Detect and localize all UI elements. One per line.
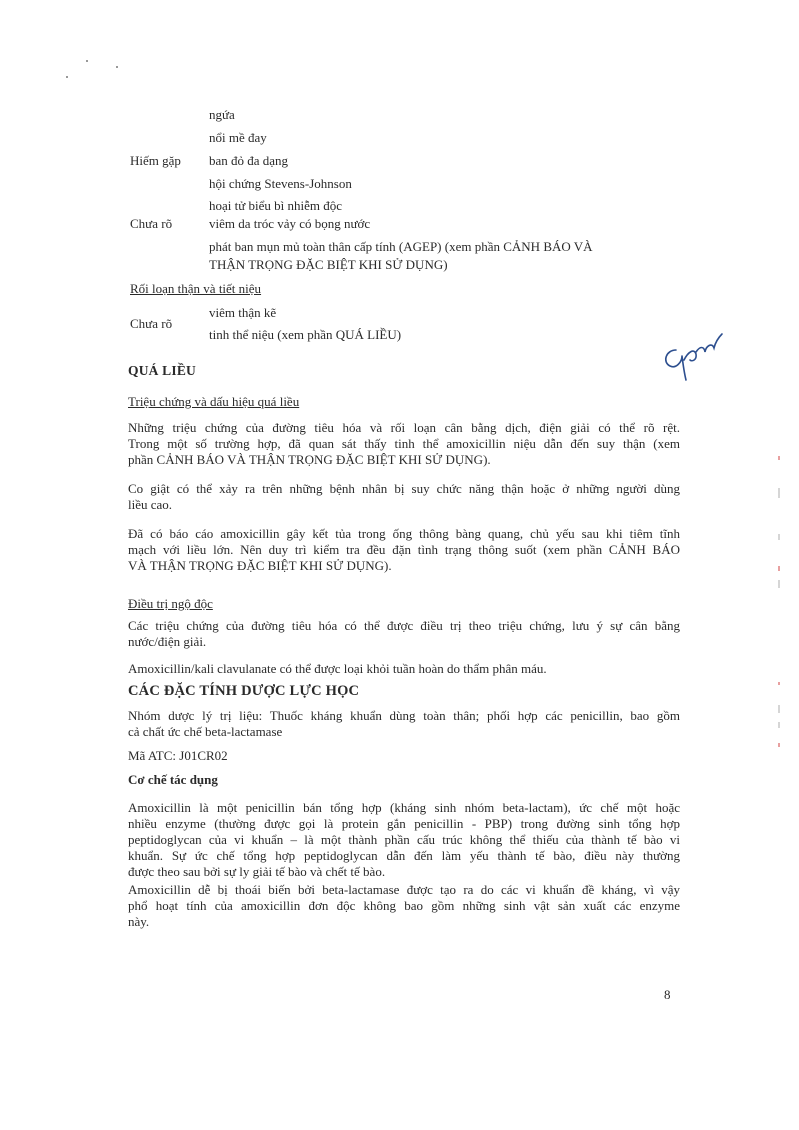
effect-text: nổi mề đay (209, 130, 267, 145)
pharmacodynamics-title: CÁC ĐẶC TÍNH DƯỢC LỰC HỌC (128, 683, 360, 699)
text-line: Co giật có thể xảy ra trên những bệnh nhân bị suy chức năng thận hoặc ở những người dùng (128, 481, 680, 496)
scan-edge-mark (778, 488, 780, 498)
text-line: mạch với liều lớn. Nên duy trì kiểm tra đều đặn tình trạng thông suốt (xem phần CẢNH BÁO (128, 542, 680, 557)
effect-text: viêm da tróc vảy có bọng nước (209, 216, 371, 231)
scan-edge-mark (778, 743, 780, 747)
pharmacodynamics-paragraph-1 (128, 708, 680, 740)
effect-text: tinh thể niệu (xem phần QUÁ LIỀU) (209, 327, 402, 342)
text-line: Đã có báo cáo amoxicillin gây kết tủa trong ống thông bàng quang, chủ yếu sau khi tiêm tĩnh (128, 526, 680, 541)
scan-edge-mark (778, 682, 780, 685)
text-line: cả chất ức chế beta-lactamase (128, 724, 283, 739)
page-number: 8 (664, 987, 671, 1002)
text-line: Những triệu chứng của đường tiêu hóa và rối loạn cân bằng dịch, điện giải có thể rõ rệt. (128, 420, 680, 435)
scan-edge-mark (778, 456, 780, 460)
mechanism-heading: Cơ chế tác dụng (128, 772, 218, 787)
overdose-paragraph-3 (128, 526, 680, 574)
text-line: peptidoglycan của vi khuẩn – là một thành phần cấu trúc không thể thiếu của thành tế bào vi (128, 832, 680, 847)
frequency-label: Hiếm gặp (130, 153, 181, 168)
scan-edge-mark (778, 534, 780, 540)
effect-text: phát ban mụn mủ toàn thân cấp tính (AGEP) (xem phần CẢNH BÁO VÀ (209, 239, 593, 254)
effect-text: hội chứng Stevens-Johnson (209, 176, 352, 191)
symptoms-heading: Triệu chứng và dấu hiệu quá liều (128, 394, 300, 409)
text-line: nước/điện giải. (128, 634, 207, 649)
text-line: liều cao. (128, 497, 173, 512)
overdose-paragraph-1 (128, 420, 680, 468)
pharmacodynamics-paragraph-2 (128, 800, 680, 880)
scan-edge-mark (778, 722, 780, 728)
effect-text: ngứa (209, 107, 235, 122)
overdose-paragraph-5 (128, 661, 680, 677)
frequency-label: Chưa rõ (130, 316, 173, 331)
text-line: Trong một số trường hợp, đã quan sát thấy tinh thể amoxicillin niệu dẫn đến suy thận (xem (128, 436, 680, 451)
text-line: khuẩn. Sự ức chế tổng hợp peptidoglycan dẫn đến làm yếu thành tế bào, điều này thường (128, 848, 680, 863)
text-line: này. (128, 914, 150, 929)
handwritten-signature (656, 330, 726, 382)
effect-text: viêm thận kẽ (209, 305, 277, 320)
scan-edge-mark (778, 566, 780, 571)
text-line: Amoxicillin là một penicillin bán tổng hợp (kháng sinh nhóm beta-lactam), ức chế một hoặc (128, 800, 680, 815)
overdose-paragraph-2 (128, 481, 680, 513)
text-line: Amoxicillin/kali clavulanate có thể được loại khỏi tuần hoàn do thẩm phân máu. (128, 661, 547, 676)
frequency-label: Chưa rõ (130, 216, 173, 231)
scan-edge-mark (778, 580, 780, 588)
renal-heading: Rối loạn thận và tiết niệu (130, 281, 262, 296)
text-line: Các triệu chứng của đường tiêu hóa có thể được điều trị theo triệu chứng, lưu ý sự cân bằng (128, 618, 680, 633)
effect-text: ban đỏ đa dạng (209, 153, 289, 168)
text-line: phổ hoạt tính của amoxicillin đơn độc không bao gồm những sinh vật sản xuất các enzyme (128, 898, 680, 913)
scan-speck (86, 60, 88, 62)
text-line: VÀ THẬN TRỌNG ĐẶC BIỆT KHI SỬ DỤNG). (128, 558, 392, 573)
text-line: nhiều enzyme (thường được gọi là protein gắn penicillin - PBP) trong đường sinh tổng hợp (128, 816, 680, 831)
scan-speck (116, 66, 118, 68)
text-line: được theo sau bởi sự ly giải tế bào và chết tế bào. (128, 864, 386, 879)
atc-code: Mã ATC: J01CR02 (128, 748, 228, 763)
scan-speck (66, 76, 68, 78)
pharmacodynamics-paragraph-3 (128, 882, 680, 930)
overdose-paragraph-4 (128, 618, 680, 650)
text-line: Nhóm dược lý trị liệu: Thuốc kháng khuẩn dùng toàn thân; phối hợp các penicillin, bao gồm (128, 708, 680, 723)
text-line: Amoxicillin dễ bị thoái biến bởi beta-lactamase được tạo ra do các vi khuẩn đề kháng, vì vậy (128, 882, 680, 897)
scan-edge-mark (778, 705, 780, 713)
overdose-title: QUÁ LIỀU (128, 363, 196, 378)
treatment-heading: Điều trị ngộ độc (128, 596, 213, 611)
effect-text: THẬN TRỌNG ĐẶC BIỆT KHI SỬ DỤNG) (209, 257, 448, 272)
effect-text: hoại tử biểu bì nhiễm độc (209, 198, 343, 213)
text-line: phần CẢNH BÁO VÀ THẬN TRỌNG ĐẶC BIỆT KHI SỬ DỤNG). (128, 452, 491, 467)
